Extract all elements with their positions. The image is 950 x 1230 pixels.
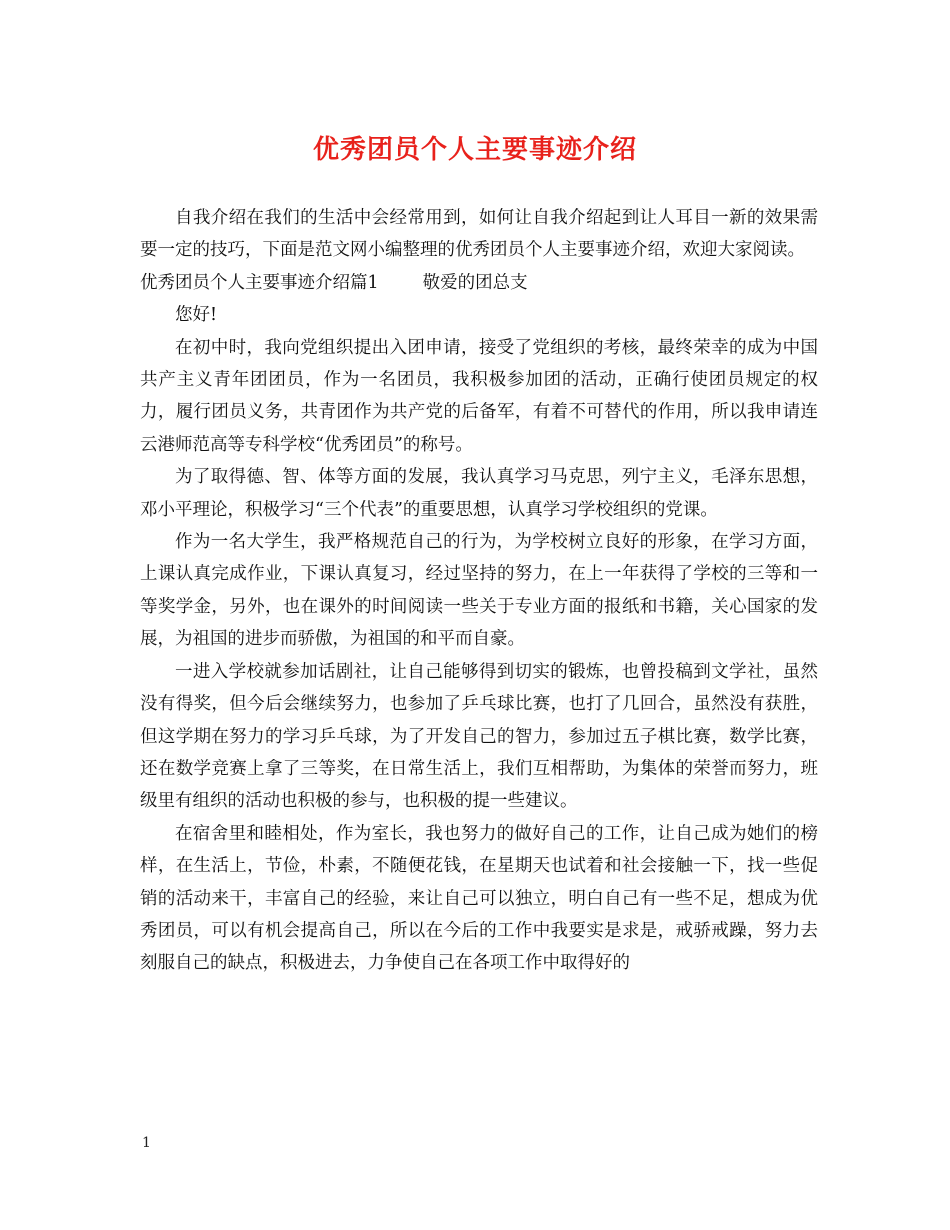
body-paragraph: 在宿舍里和睦相处，作为室长，我也努力的做好自己的工作，让自己成为她们的榜样，在生活上，节俭，朴素，不随便花钱，在星期天也试着和社会接触一下，找一些促销的活动来干，丰富自己的经验，来让自己可以独立，明白自己有一些不足，想成为优秀团员，可以有机会提高自己，所以在今后的工作中我要实是求是，戒骄戒躁，努力去刻服自己的缺点，积极进去，力争使自己在各项工作中取得好的 (140, 823, 818, 974)
addressee: 敬爱的团总支 (422, 272, 528, 293)
intro-paragraph: 自我介绍在我们的生活中会经常用到，如何让自我介绍起到让人耳目一新的效果需要一定的技巧，下面是范文网小编整理的优秀团员个人主要事迹介绍，欢迎大家阅读。 (140, 208, 818, 261)
body-paragraph: 作为一名大学生，我严格规范自己的行为，为学校树立良好的形象，在学习方面，上课认真完成作业，下课认真复习，经过坚持的努力，在上一年获得了学校的三等和一等奖学金，另外，也在课外的时间阅读一些关于专业方面的报纸和书籍，关心国家的发展，为祖国的进步而骄傲，为祖国的和平而自豪。 (140, 532, 818, 650)
page-number: 1 (142, 1135, 151, 1151)
greeting: 您好! (175, 305, 218, 326)
document-title: 优秀团员个人主要事迹介绍 (312, 135, 637, 165)
body-paragraph: 在初中时，我向党组织提出入团申请，接受了党组织的考核，最终荣幸的成为中国共产主义青年团团员，作为一名团员，我积极参加团的活动，正确行使团员规定的权力，履行团员义务，共青团作为共产党的后备军，有着不可替代的作用，所以我申请连云港师范高等专科学校“优秀团员”的称号。 (140, 337, 818, 455)
body-paragraph: 为了取得德、智、体等方面的发展，我认真学习马克思，列宁主义，毛泽东思想，邓小平理论，积极学习“三个代表”的重要思想，认真学习学校组织的党课。 (140, 467, 818, 520)
section-heading: 优秀团员个人主要事迹介绍篇1 (140, 272, 379, 293)
body-paragraph: 一进入学校就参加话剧社，让自己能够得到切实的锻炼，也曾投稿到文学社，虽然没有得奖，但今后会继续努力，也参加了乒乓球比赛，也打了几回合，虽然没有获胜，但这学期在努力的学习乒乓球，为了开发自己的智力，参加过五子棋比赛，数学比赛，还在数学竞赛上拿了三等奖，在日常生活上，我们互相帮助，为集体的荣誉而努力，班级里有组织的活动也积极的参与，也积极的提一些建议。 (140, 661, 818, 812)
section-heading-line (140, 267, 818, 299)
document-body (140, 202, 818, 980)
